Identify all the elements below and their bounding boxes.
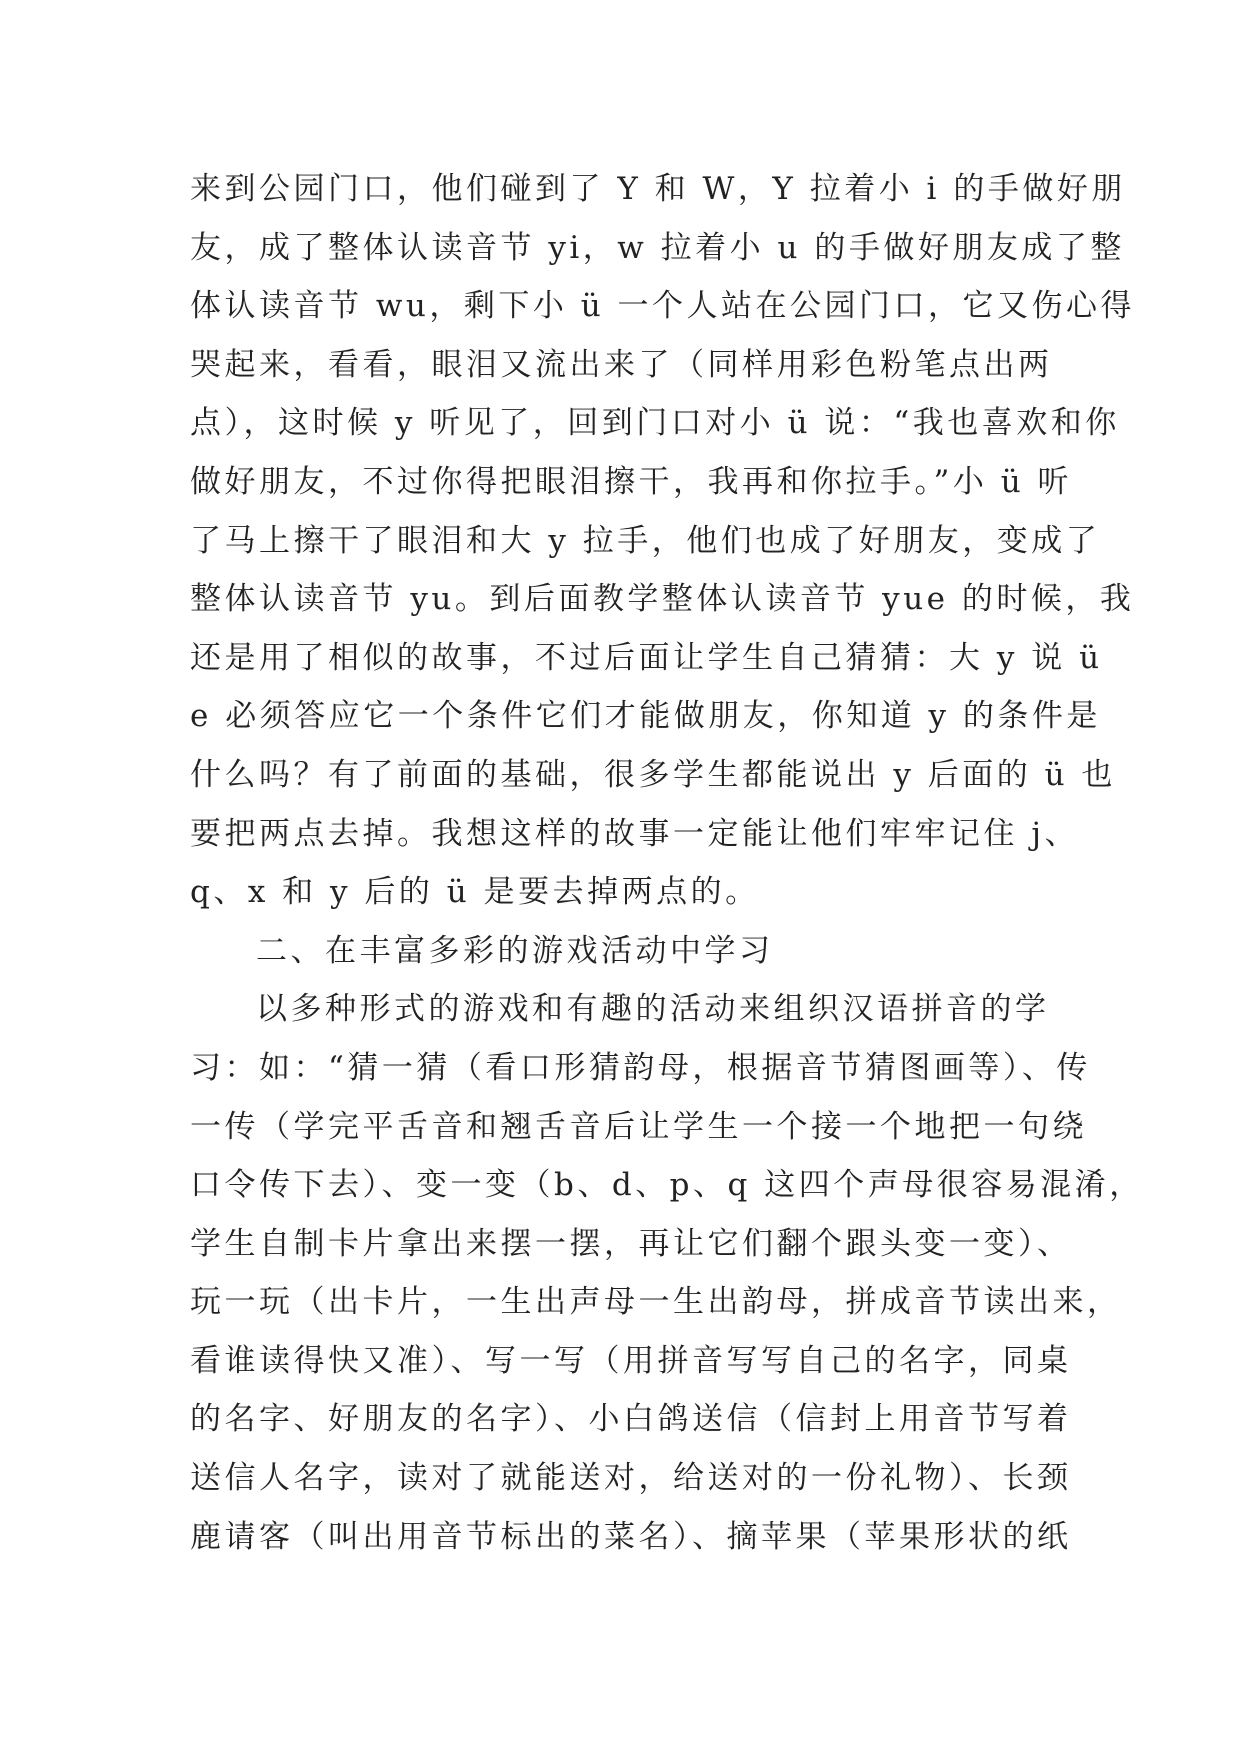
text-line: 习：如：“猜一猜（看口形猜韵母，根据音节猜图画等）、传	[190, 1049, 1091, 1086]
text-line: 做好朋友，不过你得把眼泪擦干，我再和你拉手。”小 ü 听	[190, 463, 1073, 500]
text-line: 体认读音节 wu，剩下小 ü 一个人站在公园门口，它又伤心得	[190, 288, 1136, 325]
text-line: 鹿请客（叫出用音节标出的菜名）、摘苹果（苹果形状的纸	[190, 1518, 1072, 1555]
text-line: e 必须答应它一个条件它们才能做朋友，你知道 y 的条件是	[190, 698, 1101, 735]
section-heading: 二、在丰富多彩的游戏活动中学习	[256, 932, 774, 969]
text-line: 玩一玩（出卡片，一生出声母一生出韵母，拼成音节读出来，	[190, 1284, 1122, 1321]
paragraph-first-line: 以多种形式的游戏和有趣的活动来组织汉语拼音的学	[256, 991, 1050, 1028]
text-line: 的名字、好朋友的名字）、小白鸽送信（信封上用音节写着	[190, 1401, 1072, 1438]
text-line: 送信人名字，读对了就能送对，给送对的一份礼物）、长颈	[190, 1460, 1072, 1497]
text-line: 整体认读音节 yu。到后面教学整体认读音节 yue 的时候，我	[190, 581, 1135, 618]
text-line: 一传（学完平舌音和翘舌音后让学生一个接一个地把一句绕	[190, 1108, 1087, 1145]
text-line: 点），这时候 y 听见了，回到门口对小 ü 说：“我也喜欢和你	[190, 405, 1120, 442]
text-line: 友，成了整体认读音节 yi，w 拉着小 u 的手做好朋友成了整	[190, 229, 1125, 266]
text-line: 学生自制卡片拿出来摆一摆，再让它们翻个跟头变一变）、	[190, 1225, 1072, 1262]
text-line: 来到公园门口，他们碰到了 Y 和 W，Y 拉着小 i 的手做好朋	[190, 171, 1126, 207]
text-line: 还是用了相似的故事，不过后面让学生自己猜猜：大 y 说 ü	[190, 639, 1103, 676]
document-page	[190, 160, 1144, 1566]
text-line: 看谁读得快又准）、写一写（用拼音写写自己的名字，同桌	[190, 1342, 1072, 1379]
text-line: 什么吗？有了前面的基础，很多学生都能说出 y 后面的 ü 也	[190, 756, 1116, 793]
text-line: q、x 和 y 后的 ü 是要去掉两点的。	[190, 874, 760, 911]
text-line: 口令传下去）、变一变（b、d、p、q 这四个声母很容易混淆，	[190, 1167, 1144, 1204]
text-line: 了马上擦干了眼泪和大 y 拉手，他们也成了好朋友，变成了	[190, 522, 1101, 559]
text-line: 哭起来，看看，眼泪又流出来了（同样用彩色粉笔点出两	[190, 346, 1053, 383]
text-line: 要把两点去掉。我想这样的故事一定能让他们牢牢记住 j、	[190, 815, 1079, 852]
